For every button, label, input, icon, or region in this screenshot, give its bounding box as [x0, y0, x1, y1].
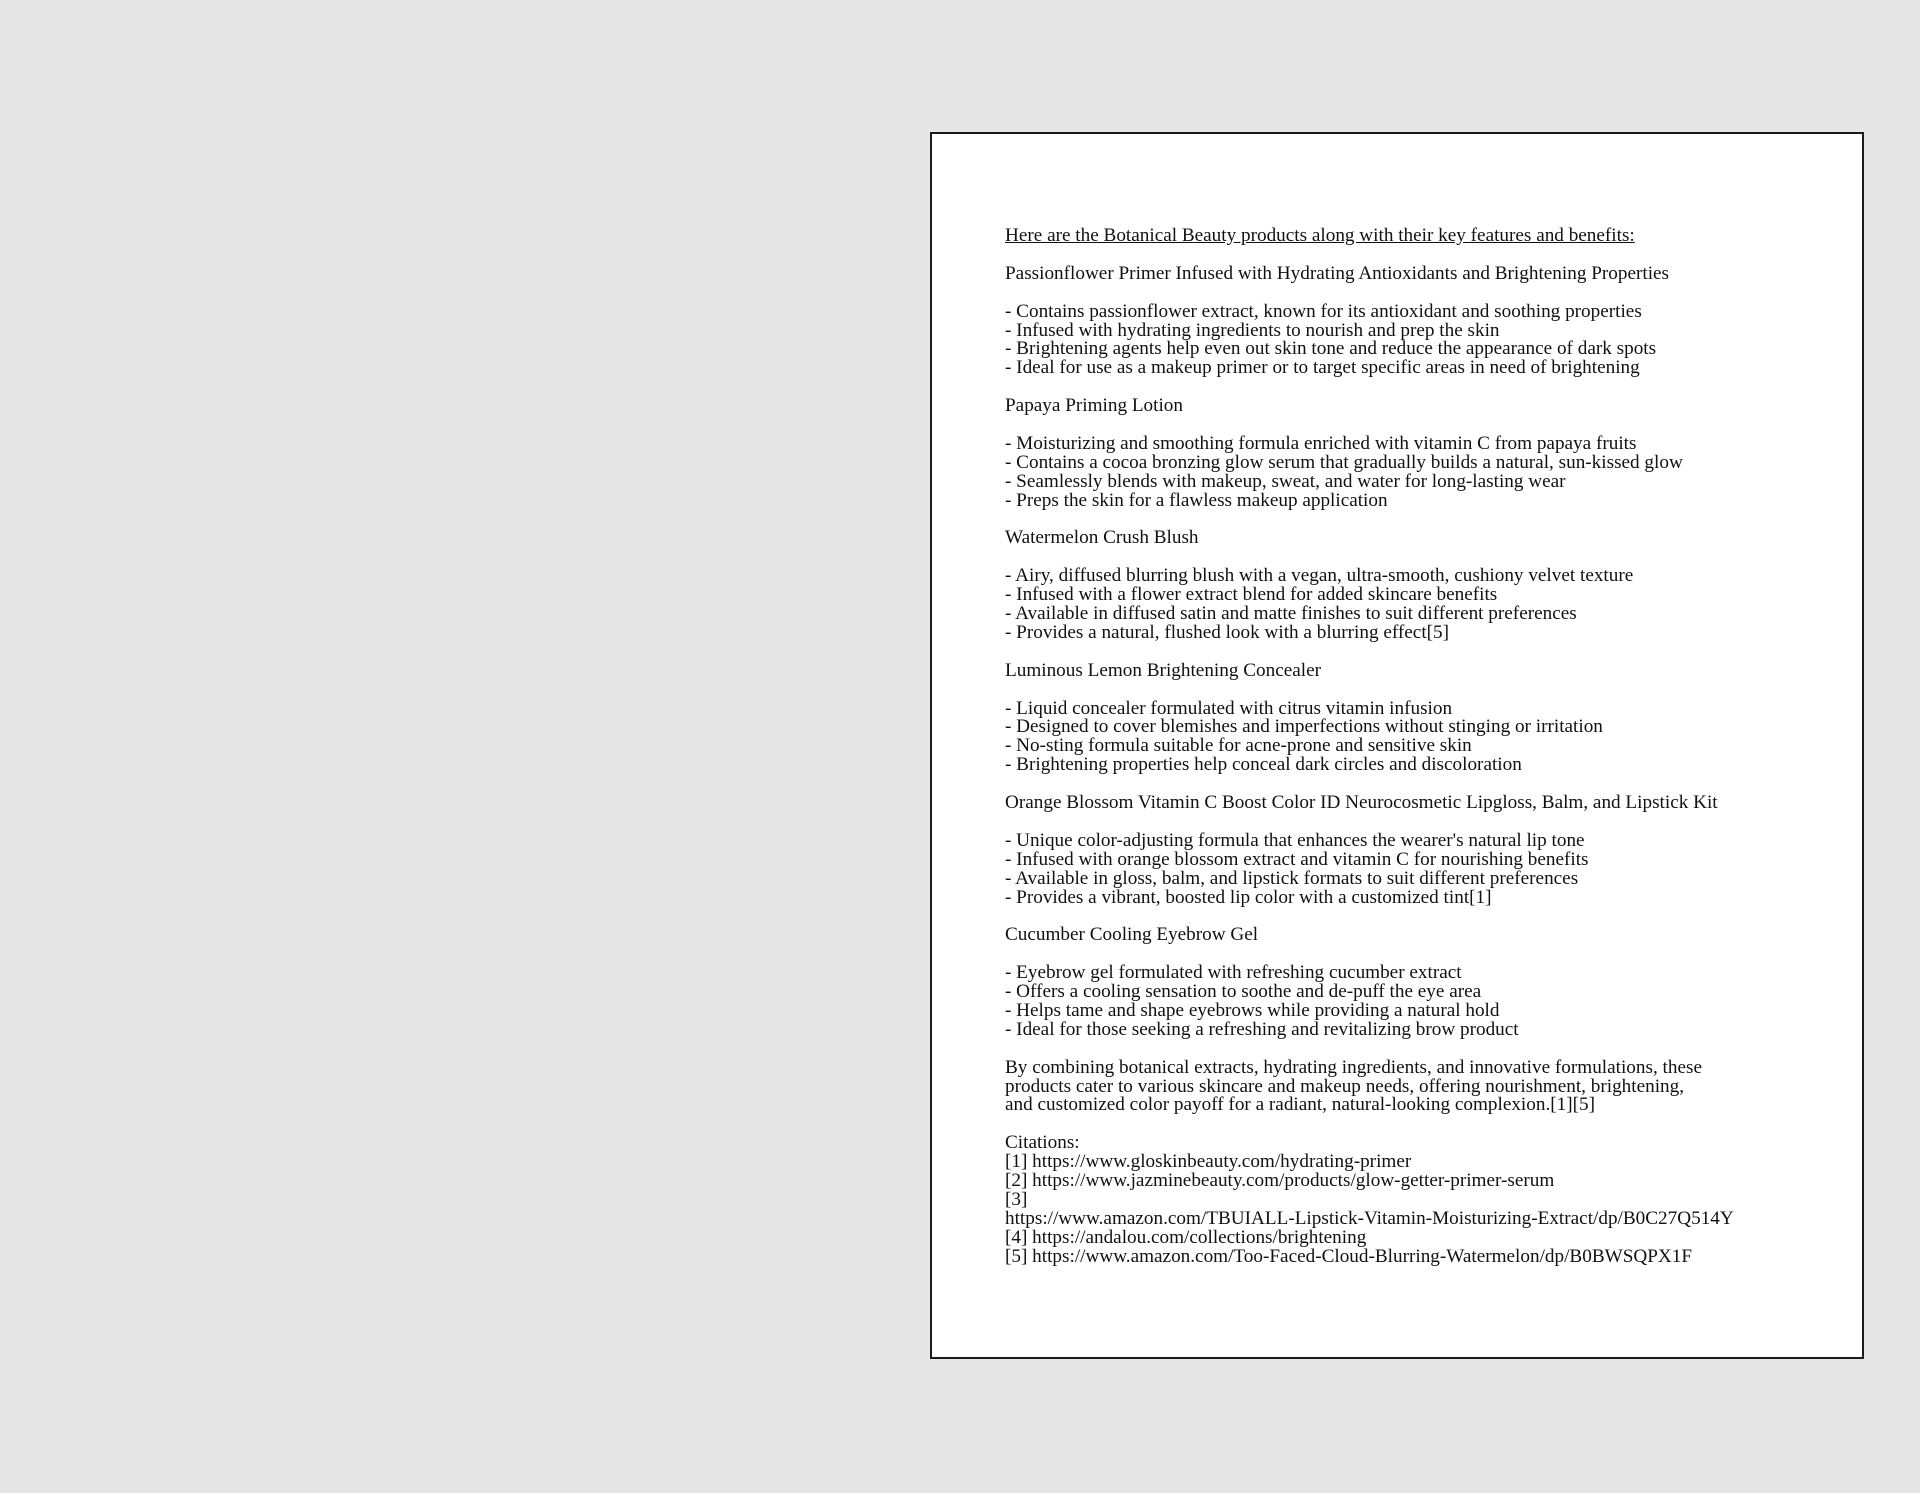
product-bullet: - Provides a natural, flushed look with a blurring effect[5]: [1005, 621, 1450, 643]
document-page: [930, 132, 1864, 1359]
product-title: Orange Blossom Vitamin C Boost Color ID Neurocosmetic Lipgloss, Balm, and Lipstick Kit: [1005, 792, 1718, 814]
spacer: [1005, 284, 1805, 303]
product-bullet: - Infused with a flower extract blend for added skincare benefits: [1005, 584, 1498, 606]
product-bullet: - Preps the skin for a flawless makeup application: [1005, 489, 1388, 511]
product-bullet: - Brightening properties help conceal dark circles and discoloration: [1005, 754, 1522, 776]
conclusion-line: products cater to various skincare and makeup needs, offering nourishment, brightening,: [1005, 1075, 1685, 1097]
intro-heading: Here are the Botanical Beauty products along with their key features and benefits:: [1005, 225, 1635, 246]
product-bullet: - Ideal for use as a makeup primer or to target specific areas in need of brightening: [1005, 357, 1640, 379]
product-bullet: - Offers a cooling sensation to soothe and de-puff the eye area: [1005, 981, 1482, 1003]
citation-line: [5] https://www.amazon.com/Too-Faced-Cloud-Blurring-Watermelon/dp/B0BWSQPX1F: [1005, 1245, 1693, 1267]
product-bullet: - Brightening agents help even out skin tone and reduce the appearance of dark spots: [1005, 338, 1657, 360]
product-title: Watermelon Crush Blush: [1005, 527, 1199, 549]
spacer: [1005, 1040, 1805, 1059]
product-bullet: - Infused with hydrating ingredients to nourish and prep the skin: [1005, 319, 1500, 341]
document-content: [1005, 227, 1805, 1267]
product-title: Papaya Priming Lotion: [1005, 395, 1183, 417]
citation-line: [4] https://andalou.com/collections/brightening: [1005, 1226, 1367, 1248]
product-bullet: - Contains passionflower extract, known for its antioxidant and soothing properties: [1005, 300, 1642, 322]
citations-heading: Citations:: [1005, 1132, 1080, 1154]
product-bullet: - Contains a cocoa bronzing glow serum that gradually builds a natural, sun-kissed glow: [1005, 451, 1683, 473]
citation-line: [1] https://www.gloskinbeauty.com/hydrating-primer: [1005, 1151, 1412, 1173]
product-title: Luminous Lemon Brightening Concealer: [1005, 659, 1321, 681]
product-title: Passionflower Primer Infused with Hydrating Antioxidants and Brightening Properties: [1005, 262, 1670, 284]
product-bullet: - No-sting formula suitable for acne-prone and sensitive skin: [1005, 735, 1472, 757]
product-bullet: - Eyebrow gel formulated with refreshing cucumber extract: [1005, 962, 1462, 984]
conclusion-line: By combining botanical extracts, hydrating ingredients, and innovative formulations, these: [1005, 1056, 1702, 1078]
product-bullet: - Liquid concealer formulated with citrus vitamin infusion: [1005, 697, 1453, 719]
spacer: [1005, 681, 1805, 700]
product-bullet: - Helps tame and shape eyebrows while providing a natural hold: [1005, 999, 1500, 1021]
product-bullet: - Airy, diffused blurring blush with a vegan, ultra-smooth, cushiony velvet texture: [1005, 565, 1634, 587]
spacer: [1005, 813, 1805, 832]
spacer: [1005, 246, 1805, 265]
spacer: [1005, 1115, 1805, 1134]
spacer: [1005, 643, 1805, 662]
product-bullet: - Seamlessly blends with makeup, sweat, and water for long-lasting wear: [1005, 470, 1566, 492]
product-bullet: - Designed to cover blemishes and imperfections without stinging or irritation: [1005, 716, 1603, 738]
product-bullet: - Moisturizing and smoothing formula enriched with vitamin C from papaya fruits: [1005, 432, 1637, 454]
product-bullet: - Available in gloss, balm, and lipstick formats to suit different preferences: [1005, 867, 1579, 889]
product-bullet: - Infused with orange blossom extract and vitamin C for nourishing benefits: [1005, 848, 1589, 870]
product-bullet: - Available in diffused satin and matte finishes to suit different preferences: [1005, 603, 1577, 625]
product-bullet: - Ideal for those seeking a refreshing and revitalizing brow product: [1005, 1018, 1519, 1040]
citation-line: https://www.amazon.com/TBUIALL-Lipstick-Vitamin-Moisturizing-Extract/dp/B0C27Q514Y: [1005, 1207, 1734, 1229]
citation-line: [2] https://www.jazminebeauty.com/products/glow-getter-primer-serum: [1005, 1170, 1555, 1192]
product-title: Cucumber Cooling Eyebrow Gel: [1005, 924, 1259, 946]
conclusion-line: and customized color payoff for a radiant, natural-looking complexion.[1][5]: [1005, 1094, 1595, 1116]
product-bullet: - Provides a vibrant, boosted lip color with a customized tint[1]: [1005, 886, 1492, 908]
citation-line: [3]: [1005, 1189, 1028, 1210]
product-bullet: - Unique color-adjusting formula that enhances the wearer's natural lip tone: [1005, 829, 1585, 851]
